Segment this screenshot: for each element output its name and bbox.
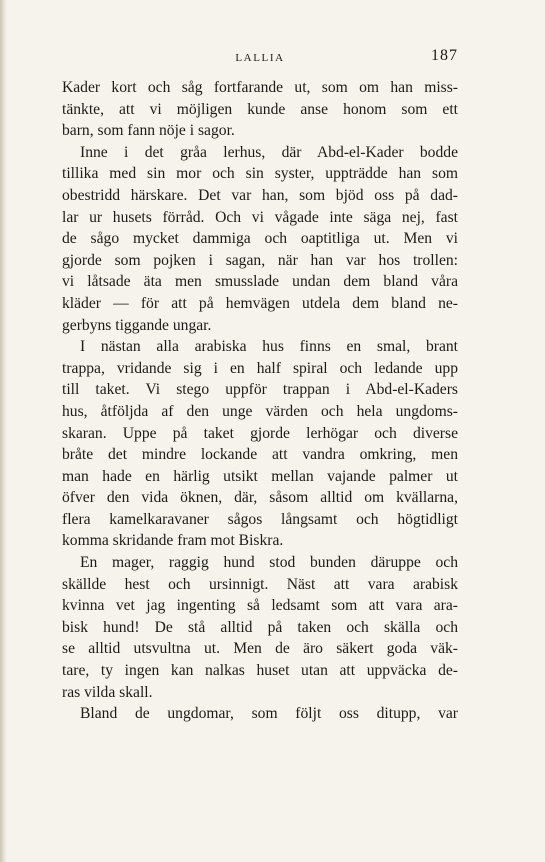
page-number: 187 — [431, 47, 458, 64]
text-line: se alltid utsvultna ut. Men de äro säkert goda väk- — [62, 640, 458, 658]
text-line: skällde hest och ursinnigt. Näst att vara arabisk — [62, 575, 458, 593]
text-line: gerbyns tiggande ungar. — [62, 316, 212, 334]
text-line: bisk hund! De stå alltid på taken och skälla och — [62, 618, 458, 636]
text-line: tare, ty ingen kan nalkas huset utan att uppväcka de- — [62, 662, 458, 680]
text-line: En mager, raggig hund stod bunden däruppe och — [80, 554, 458, 572]
text-line: tänkte, att vi möjligen kunde anse honom som ett — [62, 100, 458, 118]
text-line: vi låtsade äta men smusslade undan dem bland våra — [62, 273, 458, 291]
body-text — [62, 77, 458, 725]
text-line: obestridd härskare. Det var han, som bjöd oss på dad- — [62, 186, 458, 204]
text-line: komma skridande fram mot Biskra. — [62, 532, 284, 550]
page-gutter-shadow — [0, 0, 7, 862]
text-line: barn, som fann nöje i sagor. — [62, 122, 235, 140]
text-line: Kader kort och såg fortfarande ut, som om han miss- — [62, 79, 458, 96]
text-line: kvinna vet jag ingenting så ledsamt som att vara ara- — [62, 597, 458, 615]
text-line: till taket. Vi stego uppför trappan i Abd-el-Kaders — [62, 381, 458, 399]
text-line: hus, åtföljda af den unge värden och hela ungdoms- — [62, 402, 458, 420]
running-head: LALLIA — [235, 52, 285, 64]
text-line: bråte det mindre lockande att vandra omkring, men — [62, 446, 458, 464]
text-line: de sågo mycket dammiga och oaptitliga ut. Men vi — [62, 230, 458, 248]
page-header — [62, 46, 458, 72]
text-line: I nästan alla arabiska hus finns en smal, brant — [80, 338, 458, 356]
text-line: flera kamelkaravaner sågos långsamt och högtidligt — [62, 510, 458, 528]
text-line: man hade en härlig utsikt mellan vajande palmer ut — [62, 467, 458, 485]
text-line: gjorde som pojken i sagan, när han var hos trollen: — [62, 251, 458, 269]
text-line: kläder — för att på hemvägen utdela dem bland ne- — [62, 294, 458, 312]
text-line: Inne i det gråa lerhus, där Abd-el-Kader bodde — [80, 143, 458, 161]
text-line: skaran. Uppe på taket gjorde lerhögar och diverse — [62, 424, 458, 442]
text-line: lar ur husets förråd. Och vi vågade inte säga nej, fast — [62, 208, 458, 226]
text-line: ras vilda skall. — [62, 683, 153, 701]
text-line: tillika med sin mor och sin syster, uppträdde han som — [62, 165, 458, 183]
text-line: Bland de ungdomar, som följt oss ditupp, var — [80, 705, 458, 723]
text-line: trappa, vridande sig i en half spiral och ledande upp — [62, 359, 458, 377]
text-line: öfver den vida öknen, där, såsom alltid om kvällarna, — [62, 489, 458, 507]
